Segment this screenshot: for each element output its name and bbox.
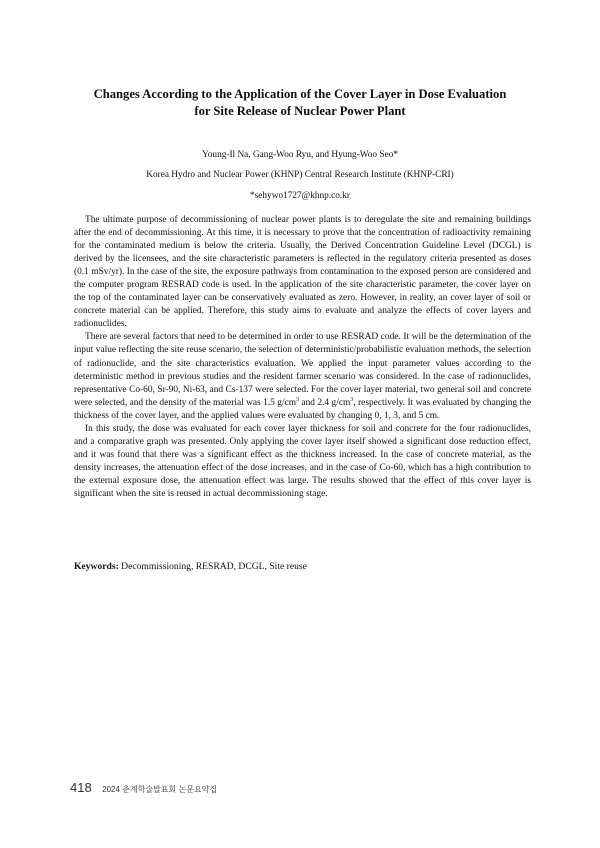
title-line-1: Changes According to the Application of the Cover Layer in Dose Evaluation	[93, 87, 507, 101]
superscript-2: 3	[350, 396, 354, 403]
title-line-2: for Site Release of Nuclear Power Plant	[194, 104, 406, 118]
abstract-paragraph-1: The ultimate purpose of decommissioning of nuclear power plants is to deregulate the site and remaining buildings after the end of decommissioning. At this time, it is necessary to prove that the concentration of radioactivity remaining for the contaminated medium is below the criteria. Usually, the Derived Concentration Guideline Level (DCGL) is derived by the licensees, and the site characteristic parameters is reflected in the regulatory criteria presented as doses (0.1 mSv/yr). In the case of the site, the exposure pathways from contamination to the exposed person are considered and the computer program RESRAD code is used. In the application of the site characteristic parameter, the cover layer on the top of the contaminated layer can be conservatively evaluated as zero. However, in reality, an cover layer of soil or concrete material can be applied. Therefore, this study aims to evaluate and analyze the effects of cover layers and radionuclides.	[74, 215, 531, 330]
keywords-line	[74, 561, 531, 572]
corresponding-email: *sehywo1727@khnp.co.kr	[250, 191, 350, 201]
keywords-list: Decommissioning, RESRAD, DCGL, Site reuse	[118, 561, 307, 572]
paper-title	[70, 86, 530, 120]
abstract-body	[74, 214, 531, 501]
paragraph-2-text-a: There are several factors that need to be determined in order to use RESRAD code. It will be the determination of the input value reflecting the site reuse scenario, the selection of deterministic/probabilistic evaluation methods, the selection of radionuclide, and the site characteristics evaluation. We applied the input parameter values according to the deterministic method in previous studies and the resident farmer scenario was considered. In the case of radionuclides, representative Co-60, Sr-90, Ni-63, and Cs-137 were selected. For the cover layer material, two general soil and concrete were selected, and the density of the material was 1.5 g/cm	[74, 332, 531, 408]
author-list: Young-Il Na, Gang-Woo Ryu, and Hyung-Woo Seo*	[201, 150, 399, 160]
keywords-label: Keywords:	[74, 561, 119, 572]
paragraph-2-text-c: , respectively. It was evaluated by changing the thickness of the cover layer, and the applied values were evaluated by changing 0, 1, 3, and 5 cm.	[74, 397, 531, 421]
affiliation: Korea Hydro and Nuclear Power (KHNP) Central Research Institute (KHNP-CRI)	[146, 170, 454, 180]
page-footer	[70, 779, 217, 797]
superscript-1: 3	[296, 396, 300, 403]
page-number: 418	[70, 780, 92, 795]
conference-name: 2024 춘계학술발표회 논문요약집	[102, 785, 218, 794]
abstract-paragraph-3: In this study, the dose was evaluated for each cover layer thickness for soil and concrete for the four radionuclides, and a comparative graph was presented. Only applying the cover layer itself showed a significant dose reduction effect, and it was found that there was a significant effect as the thickness increased. In the case of concrete material, as the density increases, the attenuation effect of the dose increases, and in the case of Co-60, which has a high contribution to the external exposure dose, the attenuation effect was large. The results showed that the effect of this cover layer is significant when the site is reused in actual decommissioning stage.	[74, 423, 531, 499]
abstract-paragraph-2	[74, 331, 531, 422]
paragraph-2-text-b: and 2.4 g/cm	[299, 397, 351, 408]
